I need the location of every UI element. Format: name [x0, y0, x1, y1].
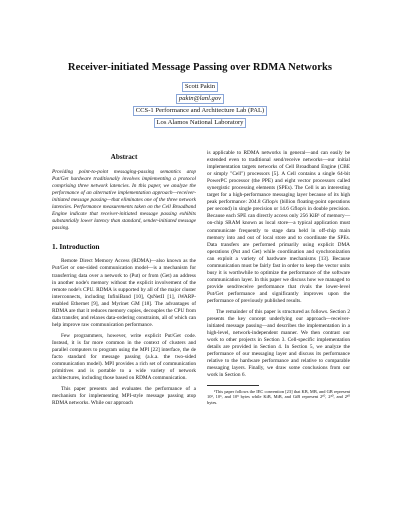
author-name[interactable]: Scott Pakin	[182, 82, 218, 92]
intro-paragraph: This paper presents and evaluates the performance of a mechanism for implementing MPI-style message passing atop RDMA networks. While our approach	[52, 386, 196, 407]
abstract-heading: Abstract	[110, 153, 138, 161]
abstract-text: Providing point-to-point messaging-passing semantics atop Put/Get hardware traditionally involves implementing a protocol comprising three network latencies. In this paper, we analyze the performance of an alternative implementation approach—receiver-initiated message passing—that eliminates one of the three network latencies. Performance measurements taken on the Cell Broadband Engine indicate that receiver-initiated message passing exhibits substantially lower latency than standard, sender-initiated message passing.	[52, 169, 196, 232]
footnote: ¹This paper follows the IEC convention [23] that KB, MB, and GB represent 10³, 10⁶, and 10⁹ bytes while KiB, MiB, and GiB represent 2¹⁰, 2²⁰, and 2³⁰ bytes.	[207, 388, 350, 405]
author-email[interactable]: pakin@lanl.gov	[176, 94, 224, 104]
intro-paragraph: Few programmers, however, write explicit Put/Get code. Instead, it is far more common in the context of clusters and parallel computers to program using the MPI [22] interface, the de facto standard for message passing (a.k.a. the two-sided communication model). MPI provides a rich set of communication primitives and is portable to a wide variety of network architectures, including those based on RDMA communication.	[52, 332, 196, 382]
intro-paragraph: Remote Direct Memory Access (RDMA)—also known as the Put/Get or one-sided communication model—is a mechanism for transferring data over a network to (Put) or from (Get) an address in another node's memory without the explicit involvement of the remote node's CPU. RDMA is supported by all of the major cluster interconnects, including InfiniBand [10], QsNetII [1], iWARP-enabled Ethernet [9], and Myrinet GM [18]. The advantages of RDMA are that it reduces memory copies, decouples the CPU from data transfer, and relaxes data-ordering constraints, all of which can help improve raw communication performance.	[52, 258, 196, 328]
body-paragraph: The remainder of this paper is structured as follows. Section 2 presents the key concept underlying our approach—receiver-initiated message passing—and describes the implementation in a high-level, network-independent manner. We then contrast our work to other projects in Section 3. Cell-specific implementation details are provided in Section 4. In Section 5, we analyze the performance of our messaging layer and discuss its performance relative to the hardware performance and relative to comparable messaging layers. Finally, we draw some conclusions from our work in Section 6.	[207, 309, 350, 379]
author-affiliation	[0, 82, 400, 130]
section-heading-introduction: 1. Introduction	[52, 242, 100, 252]
author-institution[interactable]: Los Alamos National Laboratory	[154, 118, 247, 128]
paper-title: Receiver-initiated Message Passing over RDMA Networks	[67, 62, 333, 73]
author-lab[interactable]: CCS-1 Performance and Architecture Lab (PAL)	[133, 106, 267, 116]
left-column	[52, 150, 196, 411]
right-column	[207, 150, 350, 409]
body-paragraph: is applicable to RDMA networks in general—and can easily be extended even to traditional send/receive networks—our initial implementation targets networks of Cell Broadband Engine (CBE or simply "Cell") processors [5]. A Cell contains a single 64-bit PowerPC processor (the PPE) and eight vector processors called synergistic processing elements (SPEs). The Cell is an interesting target for a high-performance messaging layer because of its high peak performance: 204.8 Gflop/s (billion floating-point operations per second) in single precision or 14.6 Gflop/s in double precision. Because each SPE can directly access only 256 KiB¹ of memory—on-chip SRAM known as local store—a typical application must communicate frequently to stage data held in off-chip main memory into and out of local store and to coordinate the SPEs. Data transfers are performed primarily using explicit DMA operations (Put and Get) while coordination and synchronization can exploit a variety of hardware mechanisms [13]. Because communication must be fairly fast in order to keep the vector units busy it is worthwhile to optimize the performance of the software communication layer. In this paper we discuss how we managed to provide send/receive performance that rivals the lower-level Put/Get performance and significantly improves upon the performance of previously published results.	[207, 150, 350, 304]
footnote-divider	[207, 385, 259, 386]
